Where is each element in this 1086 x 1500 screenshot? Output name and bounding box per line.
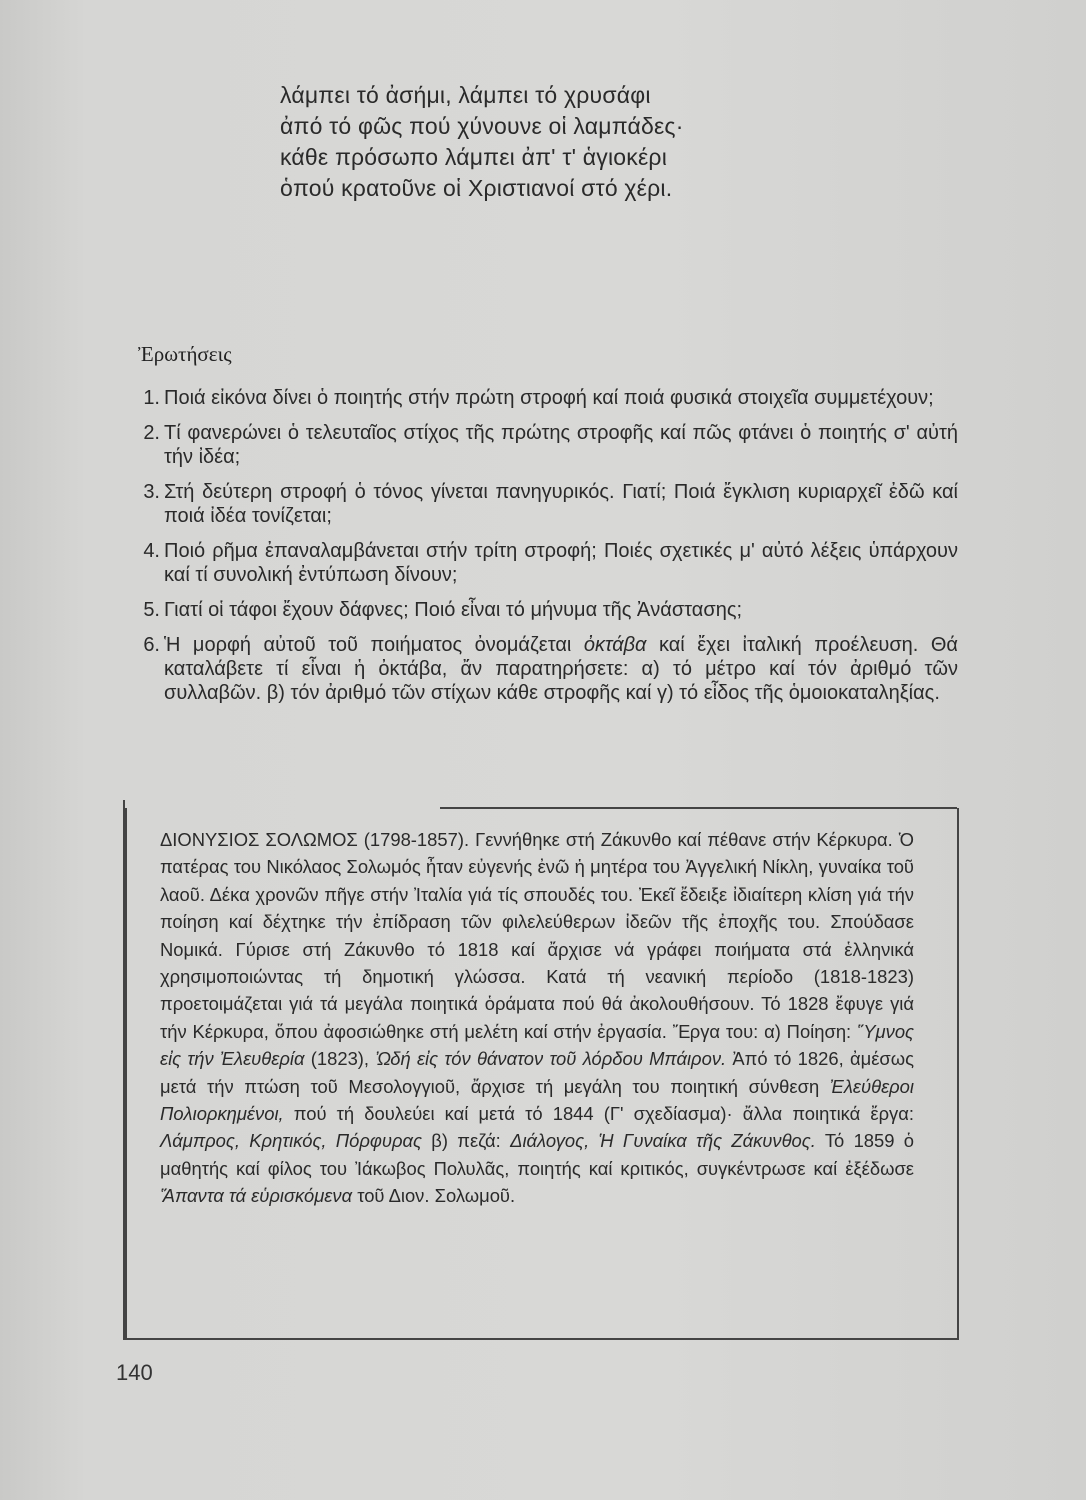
question-text: Γιατί οἱ τάφοι ἔχουν δάφνες; Ποιό εἶναι τό μήνυμα τῆς Ἀνάστασης; [164,599,743,621]
bio-text: τοῦ Διον. Σολωμοῦ. [352,1185,516,1207]
bio-work-title: Διάλογος, Ἡ Γυναίκα τῆς Ζάκυνθος. [510,1130,816,1152]
question-text [164,633,958,705]
question-text: Ποιό ρῆμα ἐπαναλαμβάνεται στήν τρίτη στροφή; Ποιές σχετικές μ' αὐτό λέξεις ὑπάρχουν καί τί συνολική ἐντύπωση δίνουν; [164,540,958,586]
question-text-part: Ἡ μορφή αὐτοῦ τοῦ ποιήματος ὀνομάζεται [164,634,584,656]
question-text-part: καί ἔχει ἰταλική προέλευση. Θά καταλάβετε τί εἶναι ἡ ὀκτάβα, ἄν παρατηρήσετε: α) τό μέτρο καί τόν ἀριθμό τῶν συλλαβῶν. β) τόν ἀριθμό τῶν στίχων κάθε στροφῆς καί γ) τό εἶδος τῆς ὁμοιοκαταληξίας. [164,634,958,704]
question-text: Στή δεύτερη στροφή ὁ τόνος γίνεται πανηγυρικός. Γιατί; Ποιά ἔγκλιση κυριαρχεῖ ἐδῶ καί ποιά ἰδέα τονίζεται; [164,481,958,527]
bio-text: πού τή δουλεύει καί μετά τό 1844 (Γ' σχεδίασμα)· ἄλλα ποιητικά ἔργα: [283,1103,914,1125]
question-item [120,480,958,528]
question-number: 6. [143,634,160,656]
bio-text: Ἀπό τό 1826, ἀμέσως μετά τήν πτώση τοῦ Μεσολογγιοῦ, ἄρχισε τή μεγάλη του ποιητική σύνθεση [160,1048,915,1097]
bio-paragraph [160,826,914,1210]
author-biography [160,826,914,1210]
question-item [120,598,958,622]
bio-work-title: Λάμπρος, Κρητικός, Πόρφυρας [160,1130,422,1152]
poem-line: κάθε πρόσωπο λάμπει ἀπ' τ' ἁγιοκέρι [280,144,668,170]
question-number: 5. [143,599,160,621]
poem-line: λάμπει τό ἀσήμι, λάμπει τό χρυσάφι [280,82,651,108]
question-text: Τί φανερώνει ὁ τελευταῖος στίχος τῆς πρώτης στροφῆς καί πῶς φτάνει ὁ ποιητής σ' αὐτή τήν ἰδέα; [164,422,958,468]
bio-work-title: Ὠδή εἰς τόν θάνατον τοῦ λόρδου Μπάιρον. [375,1048,727,1070]
page-number: 140 [116,1360,153,1385]
bio-text: ΔΙΟΝΥΣΙΟΣ ΣΟΛΩΜΟΣ (1798-1857). Γεννήθηκε στή Ζάκυνθο καί πέθανε στήν Κέρκυρα. Ὁ πατέρας του Νικόλαος Σολωμός ἦταν εὐγενής ἐνῶ ἡ μητέρα του Ἀγγελική Νίκλη, γυναίκα τοῦ λαοῦ. Δέκα χρονῶν πῆγε στήν Ἰταλία γιά τίς σπουδές του. Ἐκεῖ ἔδειξε ἰδιαίτερη κλίση γιά τήν ποίηση καί δέχτηκε τήν ἐπίδραση τῶν φιλελεύθερων ἰδεῶν τῆς ἐποχῆς του. Σπούδασε Νομικά. Γύρισε στή Ζάκυνθο τό 1818 καί ἄρχισε νά γράφει ποιήματα στά ἑλληνικά χρησιμοποιώντας τή δημοτική γλώσσα. Κατά τή νεανική περίοδο (1818-1823) προετοιμάζεται γιά τά μεγάλα ποιητικά ὁράματα πού θά ἀκολουθήσουν. Τό 1828 ἔφυγε γιά τήν Κέρκυρα, ὅπου ἀφοσιώθηκε στή μελέτη καί στήν ἐργασία. Ἔργα του: α) Ποίηση: [160,829,914,1042]
question-number: 2. [143,422,160,444]
poem-line: ἀπό τό φῶς πού χύνουνε οἱ λαμπάδες· [280,113,684,139]
questions-heading: Ἐρωτήσεις [138,342,232,366]
question-number: 1. [143,387,160,409]
bio-work-title: Ἅπαντα τά εὑρισκόμενα [160,1185,353,1207]
question-item [120,386,958,410]
bio-work-title: Ἐλεύθεροι Πολιορκημένοι, [160,1075,914,1125]
bio-work-title: Ὕμνος εἰς τήν Ἐλευθερία [160,1020,914,1070]
question-number: 4. [143,540,160,562]
bio-text: β) πεζά: [421,1130,511,1152]
question-italic-term: ὀκτάβα [583,634,647,656]
poem-line: ὁπού κρατοῦνε οἱ Χριστιανοί στό χέρι. [280,175,673,201]
question-item [120,633,958,705]
bio-text: Τό 1859 ὁ μαθητής καί φίλος του Ἰάκωβος Πολυλᾶς, ποιητής καί κριτικός, συγκέντρωσε καί ἐξέδωσε [160,1130,915,1179]
question-item [120,539,958,587]
bio-text: (1823), [304,1048,376,1070]
question-text: Ποιά εἰκόνα δίνει ὁ ποιητής στήν πρώτη στροφή καί ποιά φυσικά στοιχεῖα συμμετέχουν; [164,387,934,409]
question-item [120,421,958,469]
question-number: 3. [143,481,160,503]
questions-list [120,386,958,716]
poem-stanza [280,80,684,204]
